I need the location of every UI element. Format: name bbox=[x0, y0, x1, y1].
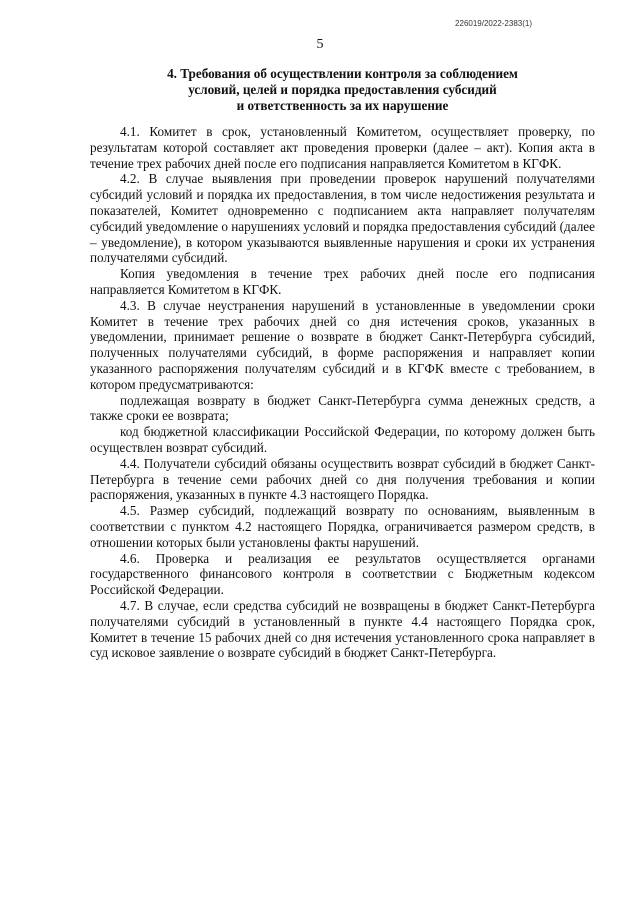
paragraph-4-4: 4.4. Получатели субсидий обязаны осуществить возврат субсидий в бюджет Санкт-Петербурга в течение семи рабочих дней со дня получения требования и копии распоряжения, указанных в пункте 4.3 настоящего Порядка. bbox=[90, 455, 595, 503]
paragraph-4-2-copy: Копия уведомления в течение трех рабочих дней после его подписания направляется Комитетом в КГФК. bbox=[90, 266, 595, 297]
paragraph-4-5: 4.5. Размер субсидий, подлежащий возврату по основаниям, выявленным в соответствии с пунктом 4.2 настоящего Порядка, ограничивается размером средств, в отношении которых были установлены факты нарушений. bbox=[90, 503, 595, 550]
heading-line: условий, целей и порядка предоставления субсидий bbox=[188, 82, 497, 97]
paragraph-4-1: 4.1. Комитет в срок, установленный Комитетом, осуществляет проверку, по результатам которой составляет акт проведения проверки (далее – акт). Копия акта в течение трех рабочих дней после его подписания направляется Комитетом в КГФК. bbox=[90, 124, 595, 171]
page-number: 5 bbox=[316, 37, 324, 52]
document-id: 226019/2022-2383(1) bbox=[455, 19, 532, 28]
paragraph-4-3: 4.3. В случае неустранения нарушений в установленные в уведомлении сроки Комитет в течение трех рабочих дней со дня истечения сроков, указанных в уведомлении, принимает решение о возврате в бюджет Санкт-Петербурга субсидий, полученных получателями субсидий, в форме распоряжения и направляет копии указанного распоряжения получателям субсидий и в КГФК вместе с требованием, в котором предусматриваются: bbox=[90, 297, 595, 392]
paragraph-4-3-item-sum: подлежащая возврату в бюджет Санкт-Петербурга сумма денежных средств, а также сроки ее возврата; bbox=[90, 392, 595, 424]
paragraph-4-6: 4.6. Проверка и реализация ее результатов осуществляется органами государственного финансового контроля в соответствии с Бюджетным кодексом Российской Федерации. bbox=[90, 550, 595, 598]
heading-line: 4. Требования об осуществлении контроля за соблюдением bbox=[167, 66, 518, 81]
heading-line: и ответственность за их нарушение bbox=[236, 98, 449, 113]
paragraph-4-7: 4.7. В случае, если средства субсидий не возвращены в бюджет Санкт-Петербурга получателями субсидий в установленный в пункте 4.4 настоящего Порядка срок, Комитет в течение 15 рабочих дней со дня истечения установленного срока направляет в суд исковое заявление о возврате субсидий в бюджет Санкт-Петербурга. bbox=[90, 597, 595, 661]
paragraph-4-2: 4.2. В случае выявления при проведении проверок нарушений получателями субсидий условий и порядка их предоставления, в том числе недостижения результата и показателей, Комитет одновременно с подписанием акта направляет получателям субсидий уведомление о нарушениях условий и порядка предоставления субсидий (далее – уведомление), в котором указываются выявленные нарушения и сроки их устранения получателями субсидий. bbox=[90, 171, 596, 266]
paragraph-4-3-item-code: код бюджетной классификации Российской Федерации, по которому должен быть осуществлен возврат субсидий. bbox=[90, 424, 595, 455]
section-body bbox=[90, 124, 595, 661]
section-heading bbox=[90, 66, 595, 114]
